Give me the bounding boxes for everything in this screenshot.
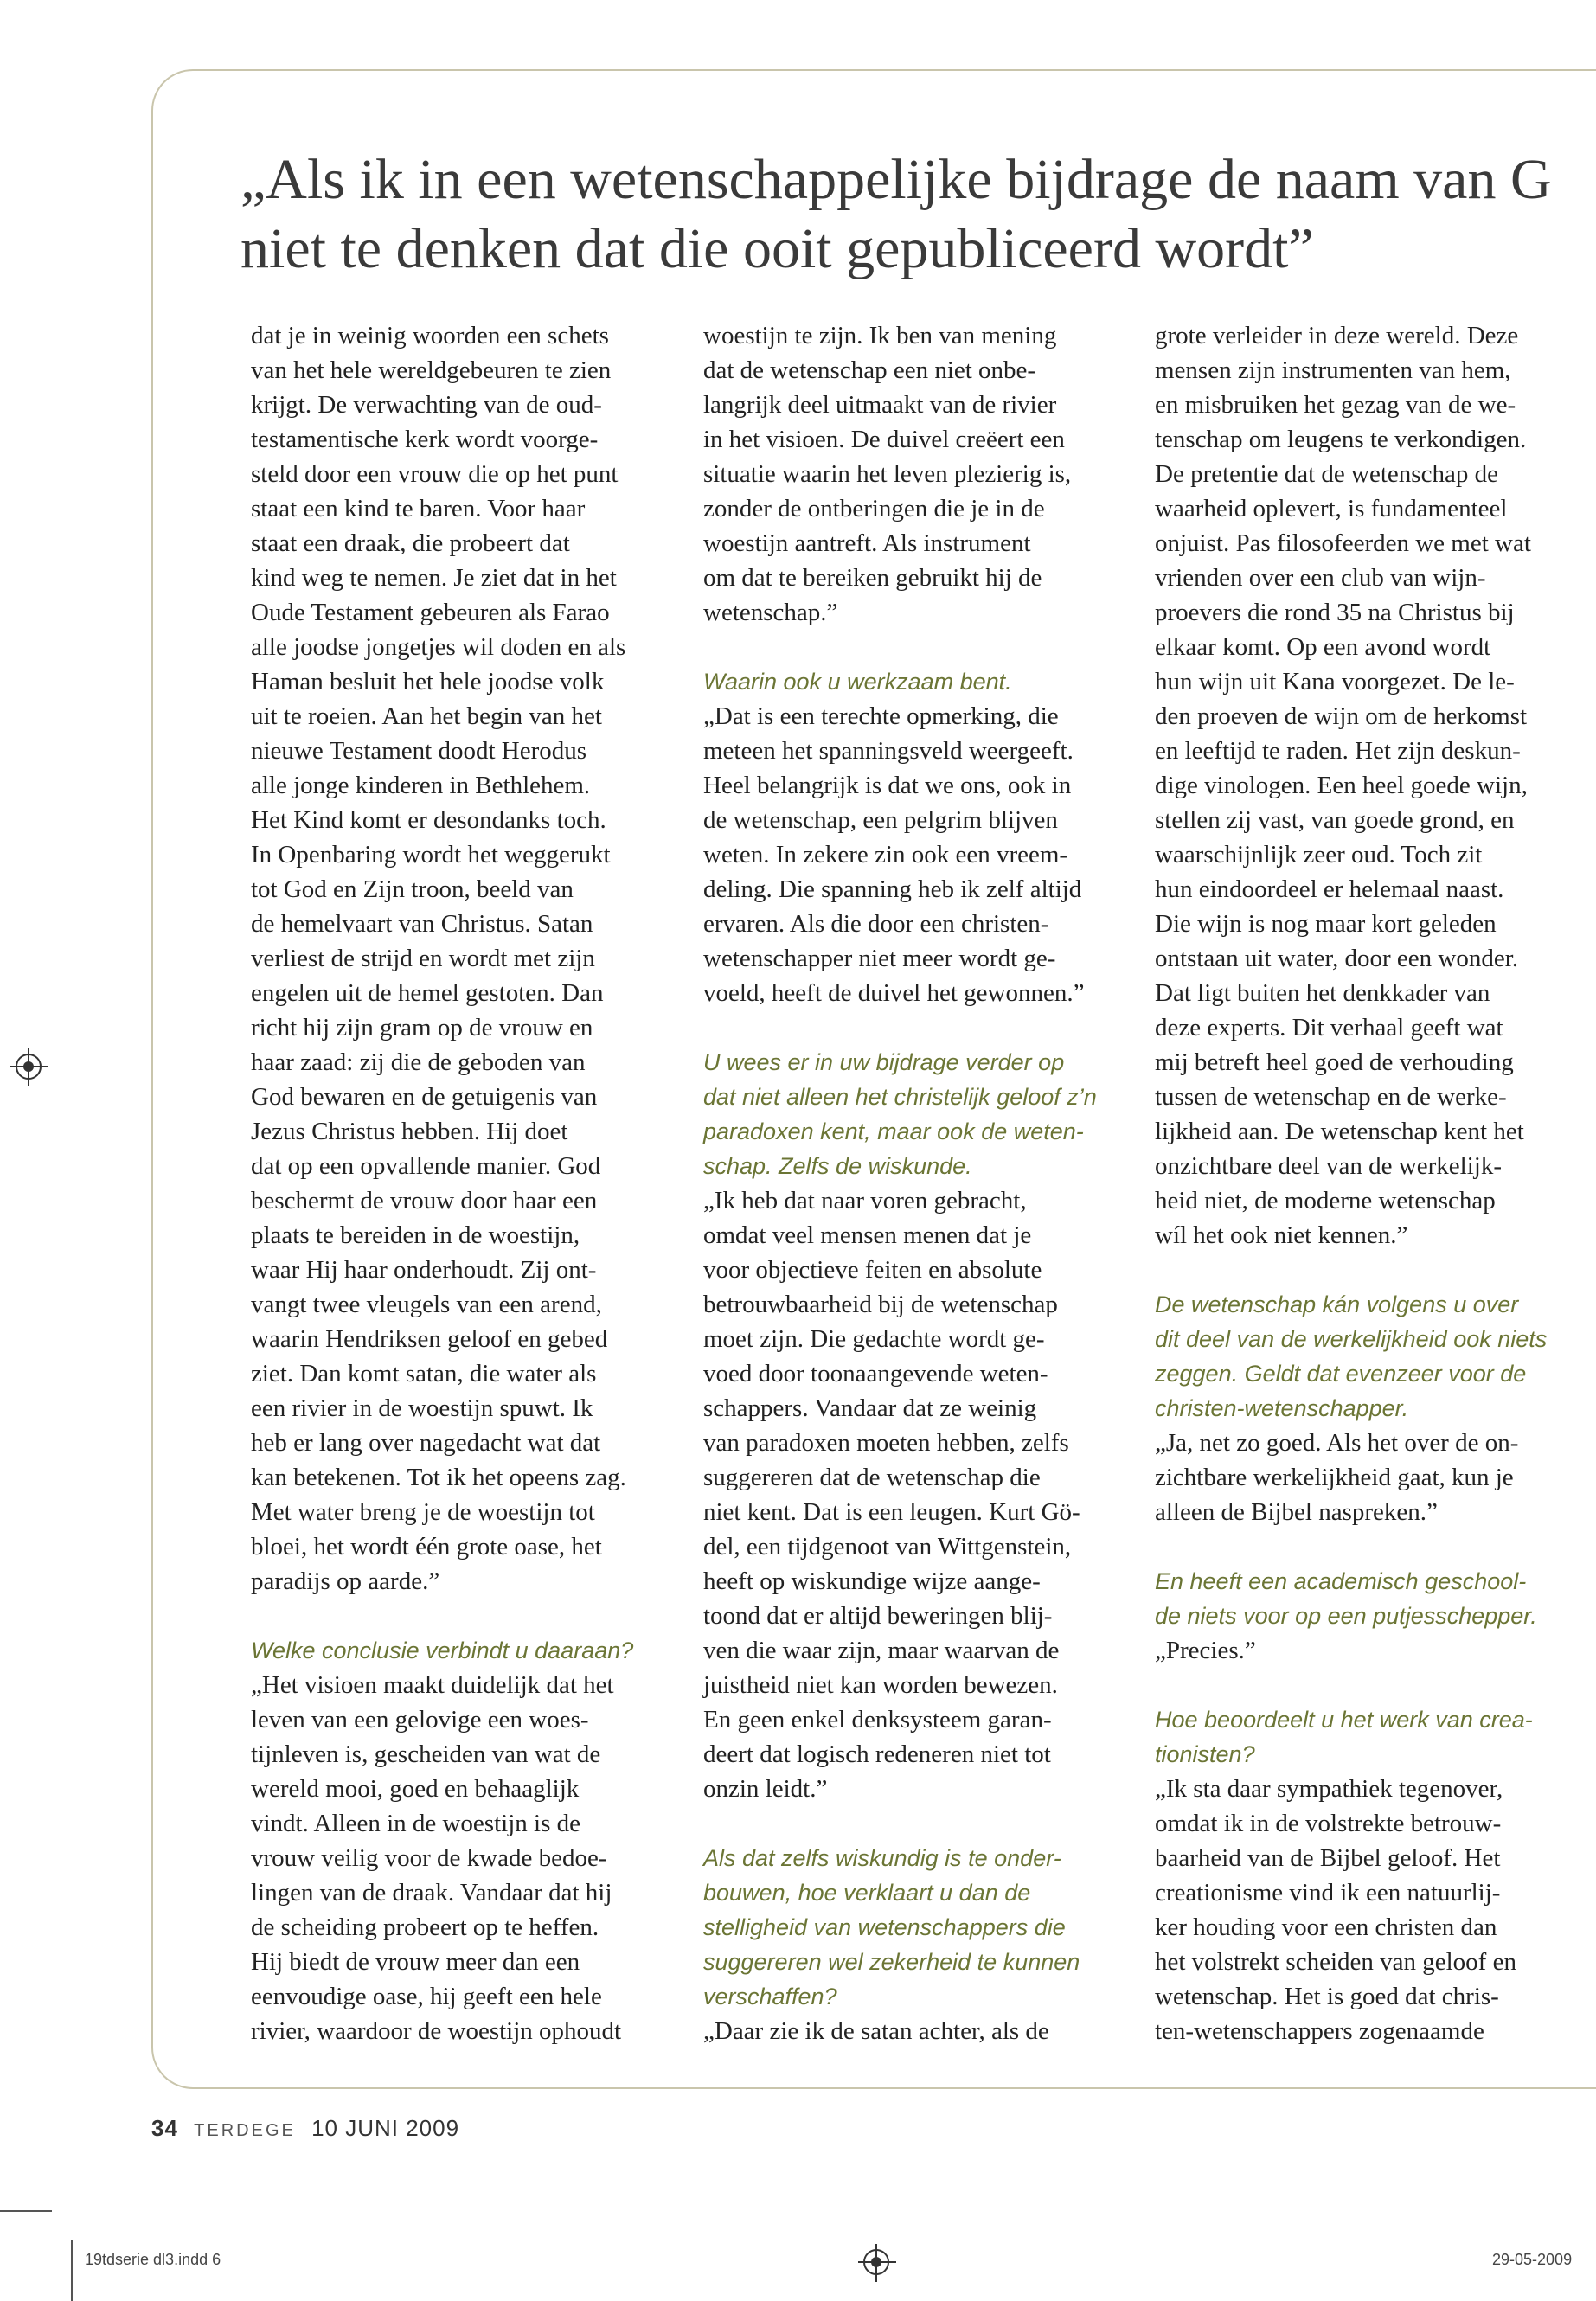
body-line: deling. Die spanning heb ik zelf altijd bbox=[703, 875, 1082, 903]
question-line: En heeft een academisch geschool- bbox=[1155, 1568, 1527, 1594]
body-line: richt hij zijn gram op de vrouw en bbox=[251, 1014, 593, 1042]
body-line: „Ik sta daar sympathiek tegenover, bbox=[1155, 1775, 1503, 1803]
body-line: Dat ligt buiten het denkkader van bbox=[1155, 979, 1490, 1007]
question-line: De wetenschap kán volgens u over bbox=[1155, 1292, 1519, 1317]
body-line: leven van een gelovige een woes- bbox=[251, 1706, 589, 1734]
body-line: tenschap om leugens te verkondigen. bbox=[1155, 426, 1527, 453]
text-column-1 bbox=[251, 318, 701, 2048]
body-line: vrouw veilig voor de kwade bedoe- bbox=[251, 1844, 607, 1872]
body-line: onzichtbare deel van de werkelijk- bbox=[1155, 1152, 1502, 1180]
body-line: dat de wetenschap een niet onbe- bbox=[703, 356, 1036, 384]
body-line: betrouwbaarheid bij de wetenschap bbox=[703, 1291, 1058, 1318]
body-line: „Daar zie ik de satan achter, als de bbox=[703, 2017, 1049, 2045]
question-line: U wees er in uw bijdrage verder op bbox=[703, 1049, 1065, 1075]
question-line: verschaffen? bbox=[703, 1984, 837, 2009]
body-line: In Openbaring wordt het weggerukt bbox=[251, 841, 611, 868]
body-line: alle jonge kinderen in Bethlehem. bbox=[251, 772, 591, 799]
body-line: dat je in weinig woorden een schets bbox=[251, 322, 609, 349]
body-line: deert dat logisch redeneren niet tot bbox=[703, 1740, 1051, 1768]
body-line: Jezus Christus hebben. Hij doet bbox=[251, 1118, 568, 1145]
body-line: verliest de strijd en wordt met zijn bbox=[251, 945, 595, 972]
body-line: heb er lang over nagedacht wat dat bbox=[251, 1429, 601, 1457]
issue-date: 10 JUNI 2009 bbox=[311, 2115, 460, 2141]
body-line: dat op een opvallende manier. God bbox=[251, 1152, 601, 1180]
body-line: schappers. Vandaar dat ze weinig bbox=[703, 1394, 1037, 1422]
paragraph-gap bbox=[703, 1806, 1153, 1841]
body-line: „Precies.” bbox=[1155, 1637, 1256, 1664]
question-line: stelligheid van wetenschappers die bbox=[703, 1914, 1066, 1940]
body-line: ker houding voor een christen dan bbox=[1155, 1913, 1497, 1941]
body-line: krijgt. De verwachting van de oud- bbox=[251, 391, 602, 419]
body-line: ten-wetenschappers zogenaamde bbox=[1155, 2017, 1484, 2045]
body-line: elkaar komt. Op een avond wordt bbox=[1155, 633, 1491, 661]
body-line: vangt twee vleugels van een arend, bbox=[251, 1291, 602, 1318]
slug-date: 29-05-2009 bbox=[1492, 2251, 1573, 2268]
question-line: Welke conclusie verbindt u daaraan? bbox=[251, 1638, 634, 1663]
body-line: baarheid van de Bijbel geloof. Het bbox=[1155, 1844, 1501, 1872]
body-line: onjuist. Pas filosofeerden we met wat bbox=[1155, 529, 1531, 557]
body-line: wereld mooi, goed en behaaglijk bbox=[251, 1775, 580, 1803]
body-line: paradijs op aarde.” bbox=[251, 1567, 440, 1595]
registration-mark-icon bbox=[863, 2249, 889, 2275]
paragraph-gap bbox=[251, 1599, 701, 1633]
body-line: Oude Testament gebeuren als Farao bbox=[251, 599, 610, 626]
body-line: Haman besluit het hele joodse volk bbox=[251, 668, 605, 695]
body-line: staat een draak, die probeert dat bbox=[251, 529, 570, 557]
body-line: het volstrekt scheiden van geloof en bbox=[1155, 1948, 1516, 1976]
body-line: tijnleven is, gescheiden van wat de bbox=[251, 1740, 601, 1768]
question-line: tionisten? bbox=[1155, 1741, 1255, 1767]
body-line: omdat ik in de volstrekte betrouw- bbox=[1155, 1810, 1502, 1837]
registration-mark-icon bbox=[16, 1054, 42, 1080]
body-line: tussen de wetenschap en de werke- bbox=[1155, 1083, 1507, 1111]
headline-line-2: niet te denken dat die ooit gepubliceerd wordt” bbox=[240, 217, 1314, 280]
body-line: onzin leidt.” bbox=[703, 1775, 828, 1803]
question-line: de niets voor op een putjesschepper. bbox=[1155, 1603, 1537, 1629]
body-line: in het visioen. De duivel creëert een bbox=[703, 426, 1065, 453]
body-line: de wetenschap, een pelgrim blijven bbox=[703, 806, 1058, 834]
body-line: stellen zij vast, van goede grond, en bbox=[1155, 806, 1515, 834]
body-line: proevers die rond 35 na Christus bij bbox=[1155, 599, 1515, 626]
body-line: mij betreft heel goed de verhouding bbox=[1155, 1048, 1514, 1076]
body-line: nieuwe Testament doodt Herodus bbox=[251, 737, 587, 765]
body-line: „Ik heb dat naar voren gebracht, bbox=[703, 1187, 1027, 1215]
body-line: voed door toonaangevende weten- bbox=[703, 1360, 1048, 1388]
body-line: voor objectieve feiten en absolute bbox=[703, 1256, 1042, 1284]
body-line: meteen het spanningsveld weergeeft. bbox=[703, 737, 1074, 765]
text-column-3 bbox=[1155, 318, 1596, 2048]
body-line: zichtbare werkelijkheid gaat, kun je bbox=[1155, 1464, 1514, 1491]
body-line: de hemelvaart van Christus. Satan bbox=[251, 910, 593, 938]
body-line: van paradoxen moeten hebben, zelfs bbox=[703, 1429, 1069, 1457]
body-line: God bewaren en de getuigenis van bbox=[251, 1083, 598, 1111]
body-line: wetenschap.” bbox=[703, 599, 838, 626]
body-line: de scheiding probeert op te heffen. bbox=[251, 1913, 599, 1941]
body-line: een rivier in de woestijn spuwt. Ik bbox=[251, 1394, 593, 1422]
body-line: ervaren. Als die door een christen- bbox=[703, 910, 1049, 938]
body-line: woestijn aantreft. Als instrument bbox=[703, 529, 1031, 557]
body-line: testamentische kerk wordt voorge- bbox=[251, 426, 599, 453]
body-line: steld door een vrouw die op het punt bbox=[251, 460, 619, 488]
question-line: suggereren wel zekerheid te kunnen bbox=[703, 1949, 1080, 1975]
folio bbox=[151, 2115, 459, 2142]
body-line: heid niet, de moderne wetenschap bbox=[1155, 1187, 1496, 1215]
body-line: staat een kind te baren. Voor haar bbox=[251, 495, 586, 522]
body-line: waarin Hendriksen geloof en gebed bbox=[251, 1325, 608, 1353]
page-number: 34 bbox=[151, 2115, 178, 2141]
body-line: van het hele wereldgebeuren te zien bbox=[251, 356, 612, 384]
body-line: wíl het ook niet kennen.” bbox=[1155, 1221, 1408, 1249]
crop-mark bbox=[0, 2210, 52, 2212]
question-line: Als dat zelfs wiskundig is te onder- bbox=[703, 1845, 1061, 1871]
body-line: „Ja, net zo goed. Als het over de on- bbox=[1155, 1429, 1519, 1457]
body-line: tot God en Zijn troon, beeld van bbox=[251, 875, 574, 903]
body-line: en leeftijd te raden. Het zijn deskun- bbox=[1155, 737, 1521, 765]
body-line: heeft op wiskundige wijze aange- bbox=[703, 1567, 1041, 1595]
body-line: situatie waarin het leven plezierig is, bbox=[703, 460, 1072, 488]
body-line: langrijk deel uitmaakt van de rivier bbox=[703, 391, 1057, 419]
body-line: del, een tijdgenoot van Wittgenstein, bbox=[703, 1533, 1072, 1561]
body-line: haar zaad: zij die de geboden van bbox=[251, 1048, 586, 1076]
body-line: dige vinologen. Een heel goede wijn, bbox=[1155, 772, 1528, 799]
body-line: weten. In zekere zin ook een vreem- bbox=[703, 841, 1068, 868]
body-line: beschermt de vrouw door haar een bbox=[251, 1187, 598, 1215]
question-line: dit deel van de werkelijkheid ook niets bbox=[1155, 1326, 1548, 1352]
question-line: christen-wetenschapper. bbox=[1155, 1395, 1409, 1421]
body-line: waar Hij haar onderhoudt. Zij ont- bbox=[251, 1256, 597, 1284]
paragraph-gap bbox=[703, 1010, 1153, 1045]
body-line: wetenschap. Het is goed dat chris- bbox=[1155, 1983, 1499, 2010]
body-line: omdat veel mensen menen dat je bbox=[703, 1221, 1032, 1249]
body-line: Hij biedt de vrouw meer dan een bbox=[251, 1948, 580, 1976]
body-line: waarschijnlijk zeer oud. Toch zit bbox=[1155, 841, 1483, 868]
body-line: niet kent. Dat is een leugen. Kurt Gö- bbox=[703, 1498, 1080, 1526]
body-line: rivier, waardoor de woestijn ophoudt bbox=[251, 2017, 622, 2045]
body-line: vrienden over een club van wijn- bbox=[1155, 564, 1486, 592]
paragraph-gap bbox=[1155, 1668, 1596, 1702]
body-line: lingen van de draak. Vandaar dat hij bbox=[251, 1879, 612, 1907]
body-line: grote verleider in deze wereld. Deze bbox=[1155, 322, 1519, 349]
body-line: Die wijn is nog maar kort geleden bbox=[1155, 910, 1497, 938]
body-line: bloei, het wordt één grote oase, het bbox=[251, 1533, 602, 1561]
question-line: Waarin ook u werkzaam bent. bbox=[703, 669, 1012, 695]
body-line: waarheid oplevert, is fundamenteel bbox=[1155, 495, 1508, 522]
body-line: hun wijn uit Kana voorgezet. De le- bbox=[1155, 668, 1515, 695]
body-line: „Het visioen maakt duidelijk dat het bbox=[251, 1671, 614, 1699]
body-line: juistheid niet kan worden bewezen. bbox=[703, 1671, 1058, 1699]
body-line: den proeven de wijn om de herkomst bbox=[1155, 702, 1528, 730]
body-line: toond dat er altijd beweringen blij- bbox=[703, 1602, 1053, 1630]
body-line: ziet. Dan komt satan, die water als bbox=[251, 1360, 597, 1388]
body-line: en misbruiken het gezag van de we- bbox=[1155, 391, 1516, 419]
slug-filename: 19tdserie dl3.indd 6 bbox=[85, 2251, 221, 2268]
body-line: mensen zijn instrumenten van hem, bbox=[1155, 356, 1511, 384]
body-line: kind weg te nemen. Je ziet dat in het bbox=[251, 564, 617, 592]
body-line: zonder de ontberingen die je in de bbox=[703, 495, 1045, 522]
body-line: Heel belangrijk is dat we ons, ook in bbox=[703, 772, 1072, 799]
body-line: hun eindoordeel er helemaal naast. bbox=[1155, 875, 1504, 903]
question-line: paradoxen kent, maar ook de weten- bbox=[703, 1118, 1084, 1144]
question-line: zeggen. Geldt dat evenzeer voor de bbox=[1155, 1361, 1527, 1387]
question-line: bouwen, hoe verklaart u dan de bbox=[703, 1880, 1031, 1906]
question-line: schap. Zelfs de wiskunde. bbox=[703, 1153, 972, 1179]
body-line: om dat te bereiken gebruikt hij de bbox=[703, 564, 1042, 592]
body-line: creationisme vind ik een natuurlij- bbox=[1155, 1879, 1501, 1907]
paragraph-gap bbox=[1155, 1529, 1596, 1564]
body-line: woestijn te zijn. Ik ben van mening bbox=[703, 322, 1057, 349]
body-line: lijkheid aan. De wetenschap kent het bbox=[1155, 1118, 1524, 1145]
body-line: alleen de Bijbel naspreken.” bbox=[1155, 1498, 1438, 1526]
paragraph-gap bbox=[1155, 1253, 1596, 1287]
magazine-name: TERDEGE bbox=[194, 2121, 296, 2140]
body-line: ven die waar zijn, maar waarvan de bbox=[703, 1637, 1060, 1664]
body-line: suggereren dat de wetenschap die bbox=[703, 1464, 1041, 1491]
body-line: kan betekenen. Tot ik het opeens zag. bbox=[251, 1464, 626, 1491]
body-line: deze experts. Dit verhaal geeft wat bbox=[1155, 1014, 1503, 1042]
body-line: moet zijn. Die gedachte wordt ge- bbox=[703, 1325, 1045, 1353]
body-line: uit te roeien. Aan het begin van het bbox=[251, 702, 602, 730]
body-line: „Dat is een terechte opmerking, die bbox=[703, 702, 1059, 730]
paragraph-gap bbox=[703, 630, 1153, 664]
body-line: voeld, heeft de duivel het gewonnen.” bbox=[703, 979, 1085, 1007]
headline-line-1: „Als ik in een wetenschappelijke bijdrage de naam van G bbox=[240, 148, 1552, 211]
body-line: alle joodse jongetjes wil doden en als bbox=[251, 633, 626, 661]
text-column-2 bbox=[703, 318, 1153, 2048]
body-line: vindt. Alleen in de woestijn is de bbox=[251, 1810, 580, 1837]
body-line: Het Kind komt er desondanks toch. bbox=[251, 806, 606, 834]
headline bbox=[240, 145, 1596, 284]
question-line: dat niet alleen het christelijk geloof z’n bbox=[703, 1084, 1097, 1110]
body-line: De pretentie dat de wetenschap de bbox=[1155, 460, 1498, 488]
crop-mark bbox=[71, 2240, 73, 2301]
body-line: wetenschapper niet meer wordt ge- bbox=[703, 945, 1056, 972]
body-line: En geen enkel denksysteem garan- bbox=[703, 1706, 1052, 1734]
body-line: engelen uit de hemel gestoten. Dan bbox=[251, 979, 604, 1007]
body-line: plaats te bereiden in de woestijn, bbox=[251, 1221, 580, 1249]
body-line: eenvoudige oase, hij geeft een hele bbox=[251, 1983, 602, 2010]
question-line: Hoe beoordeelt u het werk van crea- bbox=[1155, 1707, 1533, 1733]
body-line: ontstaan uit water, door een wonder. bbox=[1155, 945, 1519, 972]
body-line: Met water breng je de woestijn tot bbox=[251, 1498, 595, 1526]
